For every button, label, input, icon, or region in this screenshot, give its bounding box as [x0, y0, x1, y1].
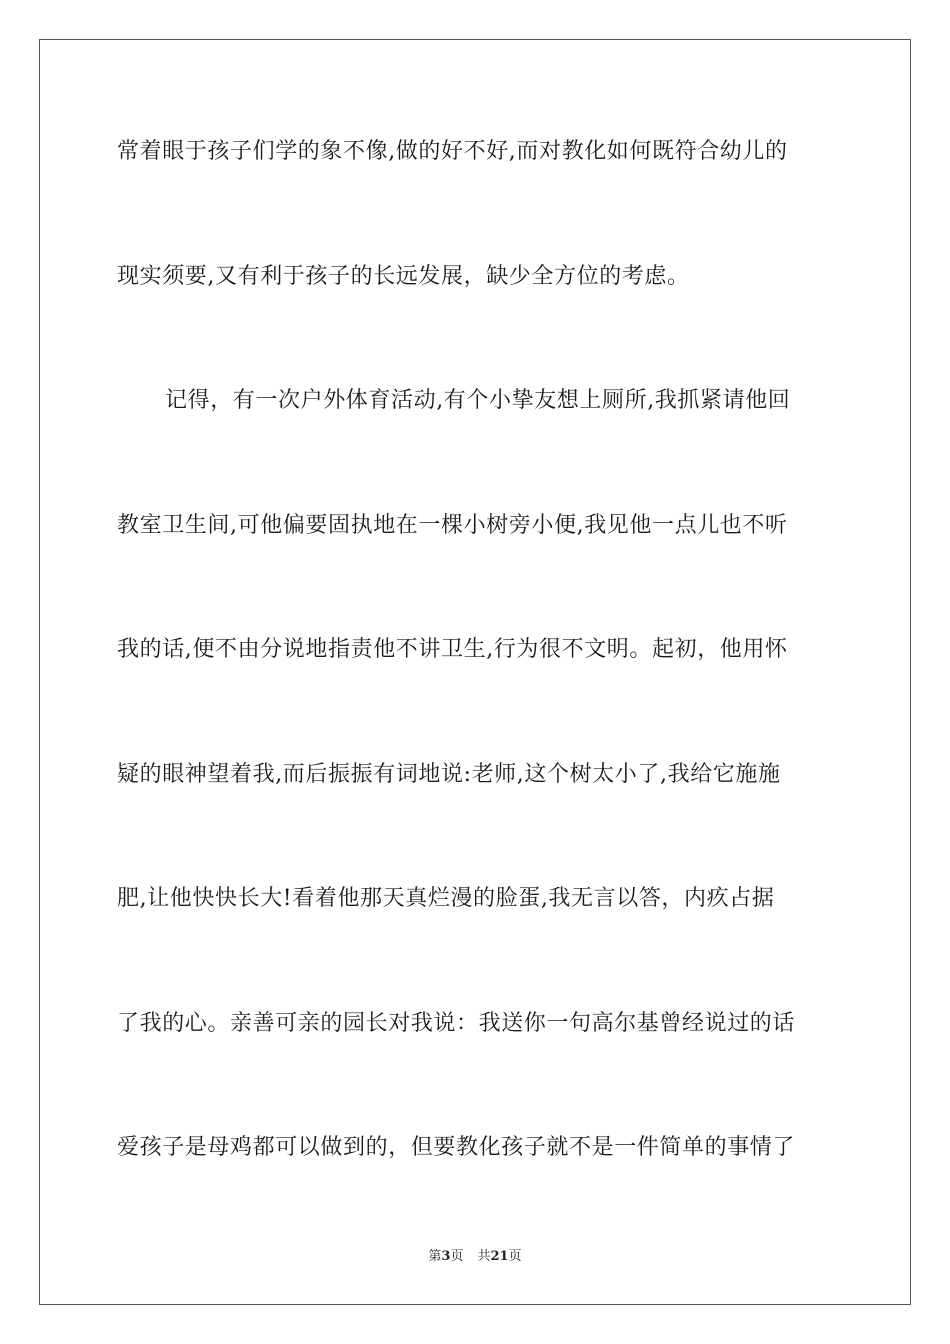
total-suffix: 页: [508, 1249, 522, 1264]
body-line-6: 疑的眼神望着我,而后振振有词地说:老师,这个树太小了,我给它施施: [117, 762, 781, 787]
body-line-9: 爱孩子是母鸡都可以做到的，但要教化孩子就不是一件简单的事情了: [117, 1135, 796, 1160]
body-line-3: 记得，有一次户外体育活动,有个小挚友想上厕所,我抓紧请他回: [165, 388, 791, 413]
total-pages: 21: [490, 1249, 509, 1264]
body-line-7: 肥,让他快快长大!看着他那天真烂漫的脸蛋,我无言以答，内疚占据: [117, 886, 775, 911]
page-border: [39, 39, 911, 1305]
body-line-1: 常着眼于孩子们学的象不像,做的好不好,而对教化如何既符合幼儿的: [117, 139, 788, 164]
body-line-5: 我的话,便不由分说地指责他不讲卫生,行为很不文明。起初，他用怀: [117, 637, 788, 662]
page-number: 3: [441, 1249, 451, 1264]
body-line-2: 现实须要,又有利于孩子的长远发展，缺少全方位的考虑。: [117, 264, 690, 289]
page-footer: [0, 1248, 950, 1266]
page-suffix: 页: [450, 1249, 464, 1264]
total-prefix: 共: [477, 1249, 491, 1264]
body-line-4: 教室卫生间,可他偏要固执地在一棵小树旁小便,我见他一点儿也不听: [117, 513, 788, 538]
body-line-8: 了我的心。亲善可亲的园长对我说：我送你一句高尔基曾经说过的话: [117, 1011, 796, 1036]
page-prefix: 第: [428, 1249, 442, 1264]
